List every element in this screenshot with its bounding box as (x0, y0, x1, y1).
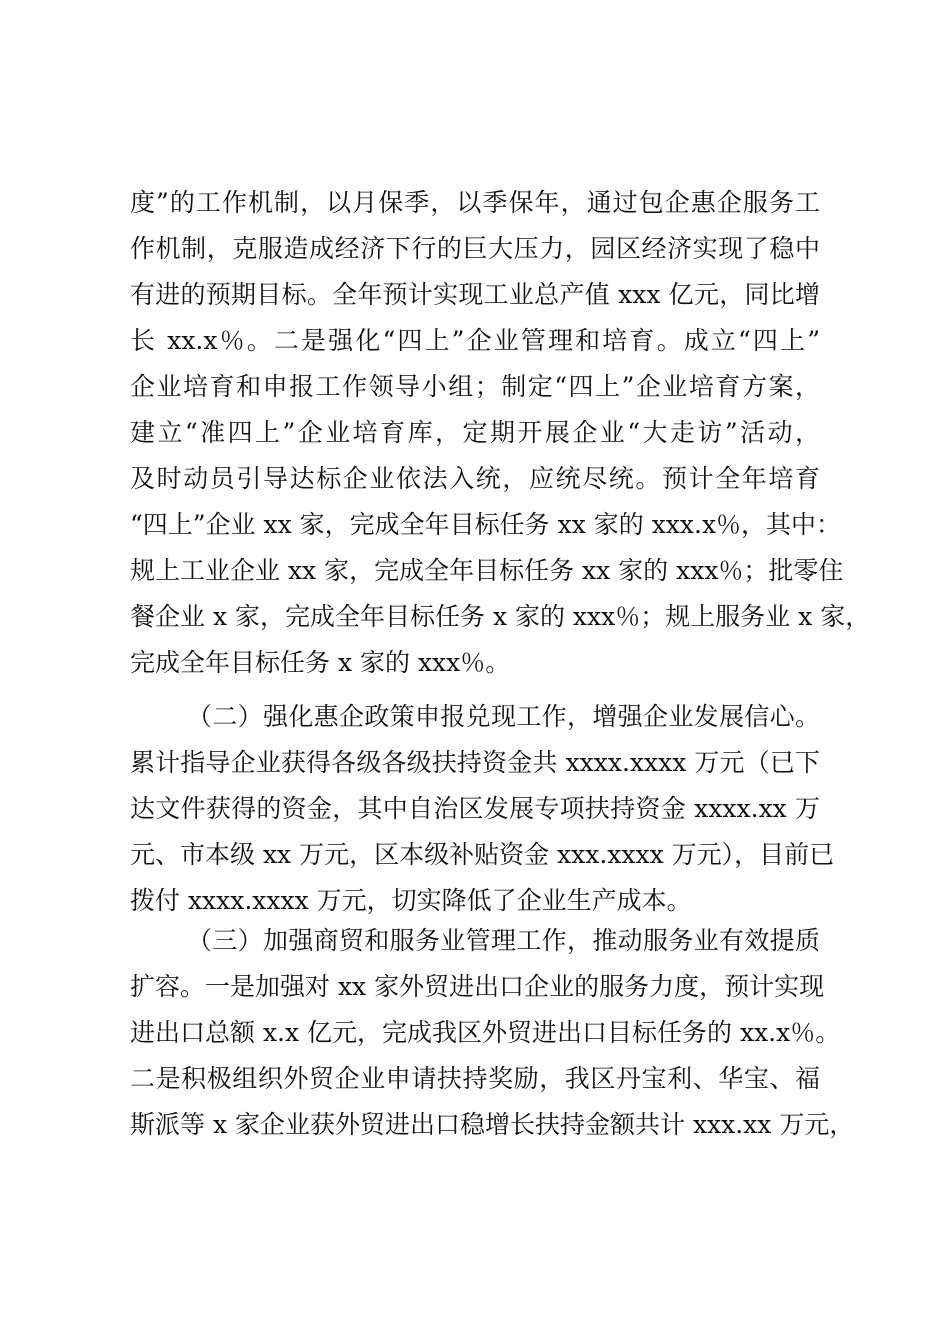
text-line: 进出口总额 x.x 亿元，完成我区外贸进出口目标任务的 xx.x％。 (130, 1018, 841, 1047)
text-line: 斯派等 x 家企业获外贸进出口稳增长扶持金额共计 xxx.xx 万元， (130, 1110, 855, 1139)
text-line: 有进的预期目标。全年预计实现工业总产值 xxx 亿元，同比增 (130, 280, 820, 309)
section-heading-line: （三）加强商贸和服务业管理工作，推动服务业有效提质 (187, 926, 820, 955)
text-line: 作机制，克服造成经济下行的巨大压力，园区经济实现了稳中 (130, 234, 820, 263)
text-line: 累计指导企业获得各级各级扶持资金共 xxxx.xxxx 万元（已下 (130, 748, 820, 777)
text-line: 二是积极组织外贸企业申请扶持奖励，我区丹宝利、华宝、福 (130, 1064, 820, 1093)
text-line: 拨付 xxxx.xxxx 万元，切实降低了企业生产成本。 (130, 886, 692, 915)
text-line: 达文件获得的资金，其中自治区发展专项扶持资金 xxxx.xx 万 (130, 794, 820, 823)
text-line: 及时动员引导达标企业依法入统，应统尽统。预计全年培育 (130, 464, 820, 493)
text-line: 餐企业 x 家，完成全年目标任务 x 家的 xxx％；规上服务业 x 家， (130, 602, 871, 631)
text-line: “四上”企业 xx 家，完成全年目标任务 xx 家的 xxx.x％，其中： (130, 510, 842, 539)
text-line: 扩容。一是加强对 xx 家外贸进出口企业的服务力度，预计实现 (130, 972, 825, 1001)
text-line: 建立“准四上”企业培育库，定期开展企业“大走访”活动， (130, 418, 820, 447)
text-line: 长 xx.x％。二是强化“四上”企业管理和培育。成立“四上” (130, 326, 820, 355)
text-line: 元、市本级 xx 万元，区本级补贴资金 xxx.xxxx 万元），目前已 (130, 840, 835, 869)
text-line: 规上工业企业 xx 家，完成全年目标任务 xx 家的 xxx％；批零住 (130, 556, 844, 585)
text-line: 完成全年目标任务 x 家的 xxx％。 (130, 648, 511, 677)
text-line: 企业培育和申报工作领导小组；制定“四上”企业培育方案， (130, 372, 820, 401)
section-heading-line: （二）强化惠企政策申报兑现工作，增强企业发展信心。 (187, 702, 820, 731)
text-line: 度”的工作机制，以月保季，以季保年，通过包企惠企服务工 (130, 188, 820, 217)
